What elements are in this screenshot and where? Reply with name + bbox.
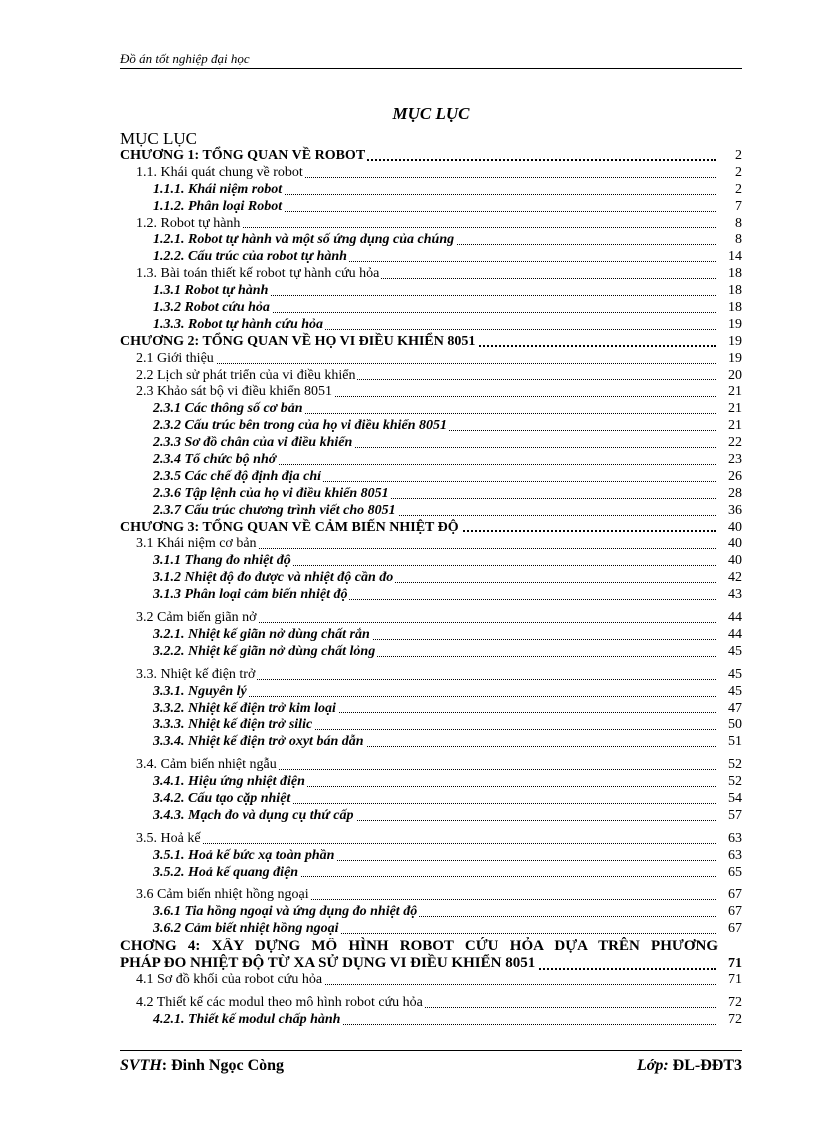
toc-entry-page: 72 — [720, 995, 742, 1012]
toc-entry-subsection[interactable] — [120, 232, 742, 249]
toc-entry-section[interactable] — [120, 757, 742, 774]
toc-entry-label: 3.5.1. Hoả kế bức xạ toàn phần — [153, 847, 335, 863]
toc-entry-subsection[interactable] — [120, 734, 742, 751]
chapter-4-title-line1: CHƠNG 4: XÂY DỰNG MÔ HÌNH ROBOT CỨU HỎA DỰA TRÊN PHƯƠNG — [120, 938, 718, 955]
toc-entry-chapter-4[interactable] — [120, 938, 742, 972]
toc-entry-label: 3.2.1. Nhiệt kế giãn nở dùng chất rắn — [153, 626, 370, 642]
dot-leader — [136, 363, 716, 364]
toc-entry-label: 3.3. Nhiệt kế điện trở — [136, 666, 256, 682]
toc-entry-label: CHƯƠNG 1: TỔNG QUAN VỀ ROBOT — [120, 148, 366, 163]
toc-entry-page: 8 — [720, 216, 742, 233]
toc-entry-label: 1.1. Khái quát chung về robot — [136, 164, 303, 180]
toc-entry-page: 63 — [720, 848, 742, 865]
toc-entry-label: 2.3.7 Cấu trúc chương trình viết cho 8051 — [153, 502, 396, 518]
toc-entry-page: 18 — [720, 266, 742, 283]
toc-entry-section[interactable] — [120, 831, 742, 848]
toc-entry-page: 72 — [720, 1012, 742, 1029]
toc-entry-label: 3.3.4. Nhiệt kế điện trở oxyt bán dẫn — [153, 734, 364, 750]
toc-entry-subsection[interactable] — [120, 644, 742, 661]
toc-entry-page: 67 — [720, 887, 742, 904]
footer-student-label: SVTH — [120, 1057, 162, 1074]
toc-entry-subsection[interactable] — [120, 182, 742, 199]
toc-entry-subsection[interactable] — [120, 435, 742, 452]
toc-entry-page: 19 — [720, 317, 742, 334]
toc-entry-section[interactable] — [120, 667, 742, 684]
toc-entry-label: 1.2.1. Robot tự hành và một số ứng dụng của chúng — [153, 232, 455, 248]
toc-entry-page: 28 — [720, 486, 742, 503]
page-footer — [120, 1050, 742, 1074]
toc-entry-subsection[interactable] — [120, 452, 742, 469]
toc-entry-subsection[interactable] — [120, 570, 742, 587]
table-of-contents — [120, 148, 742, 1029]
toc-entry-subsection[interactable] — [120, 627, 742, 644]
toc-entry-label: 3.6.1 Tia hồng ngoại và ứng dụng đo nhiệt độ — [153, 904, 418, 920]
toc-entry-page: 54 — [720, 791, 742, 808]
toc-entry-label: 3.5.2. Hoả kế quang điện — [153, 864, 299, 880]
toc-entry-page: 51 — [720, 734, 742, 751]
toc-entry-page: 2 — [720, 148, 742, 165]
toc-entry-page: 45 — [720, 644, 742, 661]
toc-entry-page: 40 — [720, 553, 742, 570]
toc-entry-page: 26 — [720, 469, 742, 486]
toc-entry-chapter[interactable] — [120, 334, 742, 351]
toc-entry-section[interactable] — [120, 887, 742, 904]
toc-entry-page: 40 — [720, 520, 742, 537]
toc-entry-page: 18 — [720, 300, 742, 317]
toc-entry-subsection[interactable] — [120, 300, 742, 317]
toc-entry-section[interactable] — [120, 536, 742, 553]
toc-entry-section[interactable] — [120, 384, 742, 401]
toc-entry-page: 36 — [720, 503, 742, 520]
toc-entry-label: 3.6.2 Cảm biết nhiệt hồng ngoại — [153, 921, 339, 937]
toc-entry-subsection[interactable] — [120, 921, 742, 938]
toc-entry-label: 3.3.1. Nguyên lý — [153, 683, 247, 699]
toc-entry-chapter[interactable] — [120, 148, 742, 165]
toc-entry-subsection[interactable] — [120, 684, 742, 701]
toc-entry-subsection[interactable] — [120, 503, 742, 520]
toc-entry-page: 63 — [720, 831, 742, 848]
toc-entry-label: 3.3.2. Nhiệt kế điện trở kim loại — [153, 700, 336, 716]
footer-class-label: Lớp: — [636, 1057, 669, 1074]
toc-entry-page: 14 — [720, 249, 742, 266]
header-text: Đồ án tốt nghiệp đại học — [120, 51, 250, 66]
toc-entries-chapter-4 — [120, 972, 742, 1029]
toc-entry-page: 22 — [720, 435, 742, 452]
toc-entry-label: 4.1 Sơ đồ khối của robot cứu hỏa — [136, 972, 323, 988]
toc-entry-label: 2.3.6 Tập lệnh của họ vi điều khiển 8051 — [153, 485, 389, 501]
toc-entry-label: 3.6 Cảm biến nhiệt hồng ngoại — [136, 887, 309, 903]
toc-entry-page: 42 — [720, 570, 742, 587]
toc-entry-page: 52 — [720, 757, 742, 774]
toc-entry-label: 3.4. Cảm biến nhiệt ngẫu — [136, 757, 277, 773]
footer-student — [120, 1057, 284, 1075]
toc-entry-subsection[interactable] — [120, 1012, 742, 1029]
page-header — [120, 50, 742, 69]
toc-entry-section[interactable] — [120, 165, 742, 182]
toc-entry-subsection[interactable] — [120, 701, 742, 718]
toc-entry-page: 19 — [720, 334, 742, 351]
toc-entry-subsection[interactable] — [120, 486, 742, 503]
toc-entry-page: 2 — [720, 182, 742, 199]
toc-entry-label: 3.3.3. Nhiệt kế điện trở silic — [153, 717, 313, 733]
toc-entry-subsection[interactable] — [120, 865, 742, 882]
toc-entry-page: 65 — [720, 865, 742, 882]
footer-class — [637, 1057, 742, 1075]
toc-entries — [120, 148, 742, 938]
toc-entry-subsection[interactable] — [120, 418, 742, 435]
toc-entry-label: 1.1.1. Khái niệm robot — [153, 181, 283, 197]
toc-entry-subsection[interactable] — [120, 587, 742, 604]
toc-entry-section[interactable] — [120, 368, 742, 385]
toc-entry-page: 71 — [720, 972, 742, 989]
toc-entry-subsection[interactable] — [120, 774, 742, 791]
toc-entry-label: 3.4.1. Hiệu ứng nhiệt điện — [153, 774, 305, 790]
toc-entry-page: 67 — [720, 904, 742, 921]
toc-entry-subsection[interactable] — [120, 199, 742, 216]
toc-entry-chapter[interactable] — [120, 520, 742, 537]
toc-entry-subsection[interactable] — [120, 848, 742, 865]
toc-entry-page: 44 — [720, 627, 742, 644]
chapter-4-page: 71 — [728, 956, 742, 972]
toc-entry-label: CHƯƠNG 3: TỔNG QUAN VỀ CẢM BIẾN NHIỆT ĐỘ — [120, 519, 459, 535]
toc-entry-subsection[interactable] — [120, 401, 742, 418]
toc-entry-label: 2.3.3 Sơ đồ chân của vi điều khiển — [153, 435, 353, 451]
toc-entry-page: 67 — [720, 921, 742, 938]
toc-entry-label: 3.1.1 Thang đo nhiệt độ — [153, 553, 291, 569]
footer-student-name: : Đinh Ngọc Còng — [161, 1057, 285, 1074]
toc-entry-label: 3.2 Cảm biến giãn nở — [136, 610, 257, 626]
toc-entry-page: 43 — [720, 587, 742, 604]
toc-entry-label: 2.3.1 Các thông số cơ bản — [153, 401, 303, 417]
toc-entry-label: 2.1 Giới thiệu — [136, 350, 214, 366]
toc-entry-page: 50 — [720, 717, 742, 734]
toc-entry-subsection[interactable] — [120, 791, 742, 808]
toc-entry-label: 1.3.2 Robot cứu hỏa — [153, 300, 270, 316]
toc-entry-label: 1.2.2. Cấu trúc của robot tự hành — [153, 249, 347, 265]
toc-entry-page: 44 — [720, 610, 742, 627]
toc-entry-label: 4.2.1. Thiết kế modul chấp hành — [153, 1011, 341, 1027]
toc-entry-page: 57 — [720, 808, 742, 825]
toc-entry-subsection[interactable] — [120, 717, 742, 734]
toc-entry-page: 40 — [720, 536, 742, 553]
toc-entry-subsection[interactable] — [120, 317, 742, 334]
page-title: MỤC LỤC — [392, 104, 470, 123]
toc-label: MỤC LỤC — [120, 129, 197, 148]
toc-entry-page: 19 — [720, 351, 742, 368]
toc-entry-page: 20 — [720, 368, 742, 385]
toc-entry-label: 1.2. Robot tự hành — [136, 215, 241, 231]
toc-entry-section[interactable] — [120, 216, 742, 233]
toc-entry-section[interactable] — [120, 972, 742, 989]
toc-entry-page: 2 — [720, 165, 742, 182]
toc-entry-page: 23 — [720, 452, 742, 469]
toc-entry-page: 45 — [720, 684, 742, 701]
toc-entry-label: 1.3.1 Robot tự hành — [153, 283, 269, 299]
toc-entry-subsection[interactable] — [120, 808, 742, 825]
toc-entry-label: 3.2.2. Nhiệt kế giãn nở dùng chất lỏng — [153, 643, 376, 659]
toc-entry-subsection[interactable] — [120, 469, 742, 486]
toc-entry-subsection[interactable] — [120, 249, 742, 266]
toc-entry-page: 7 — [720, 199, 742, 216]
toc-entry-subsection[interactable] — [120, 283, 742, 300]
toc-entry-label: 2.3.5 Các chế độ định địa chỉ — [153, 468, 322, 484]
toc-entry-page: 21 — [720, 418, 742, 435]
toc-entry-section[interactable] — [120, 351, 742, 368]
toc-entry-label: 3.1.3 Phân loại cảm biến nhiệt độ — [153, 587, 348, 603]
toc-entry-page: 18 — [720, 283, 742, 300]
toc-entry-page: 52 — [720, 774, 742, 791]
toc-entry-page: 8 — [720, 232, 742, 249]
toc-entry-label: 2.3.4 Tổ chức bộ nhớ — [153, 452, 277, 468]
toc-entry-label: 1.1.2. Phân loại Robot — [153, 198, 283, 214]
dot-leader — [136, 843, 716, 844]
toc-entry-section[interactable] — [120, 995, 742, 1012]
toc-entry-subsection[interactable] — [120, 904, 742, 921]
toc-entry-subsection[interactable] — [120, 553, 742, 570]
toc-entry-page: 45 — [720, 667, 742, 684]
toc-entry-label: 3.4.2. Cấu tạo cặp nhiệt — [153, 790, 291, 806]
toc-entry-label: 3.1 Khái niệm cơ bản — [136, 536, 257, 552]
toc-entry-section[interactable] — [120, 266, 742, 283]
toc-entry-label: 2.3 Khảo sát bộ vi điều khiển 8051 — [136, 384, 332, 400]
toc-entry-label: CHƯƠNG 2: TỔNG QUAN VỀ HỌ VI ĐIỀU KHIỂN 8051 — [120, 333, 476, 349]
toc-entry-page: 21 — [720, 384, 742, 401]
toc-entry-page: 47 — [720, 701, 742, 718]
toc-entry-label: 3.1.2 Nhiệt độ đo được và nhiệt độ cần đo — [153, 570, 394, 586]
toc-entry-label: 1.3.3. Robot tự hành cứu hỏa — [153, 316, 324, 332]
toc-entry-label: 4.2 Thiết kế các modul theo mô hình robot cứu hỏa — [136, 994, 423, 1010]
toc-entry-label: 1.3. Bài toán thiết kế robot tự hành cứu hỏa — [136, 266, 380, 282]
toc-entry-page: 21 — [720, 401, 742, 418]
toc-entry-label: 2.3.2 Cấu trúc bên trong của họ vi điều khiển 8051 — [153, 418, 448, 434]
toc-entry-label: 2.2 Lịch sử phát triển của vi điều khiển — [136, 367, 356, 383]
toc-entry-label: 3.4.3. Mạch đo và dụng cụ thứ cấp — [153, 807, 354, 823]
footer-class-name: ĐL-ĐĐT3 — [668, 1057, 742, 1074]
chapter-4-title-line2: PHÁP ĐO NHIỆT ĐỘ TỪ XA SỬ DỤNG VI ĐIỀU KHIỂN 8051 — [120, 955, 536, 972]
toc-entry-label: 3.5. Hoả kế — [136, 830, 201, 846]
toc-entry-section[interactable] — [120, 610, 742, 627]
